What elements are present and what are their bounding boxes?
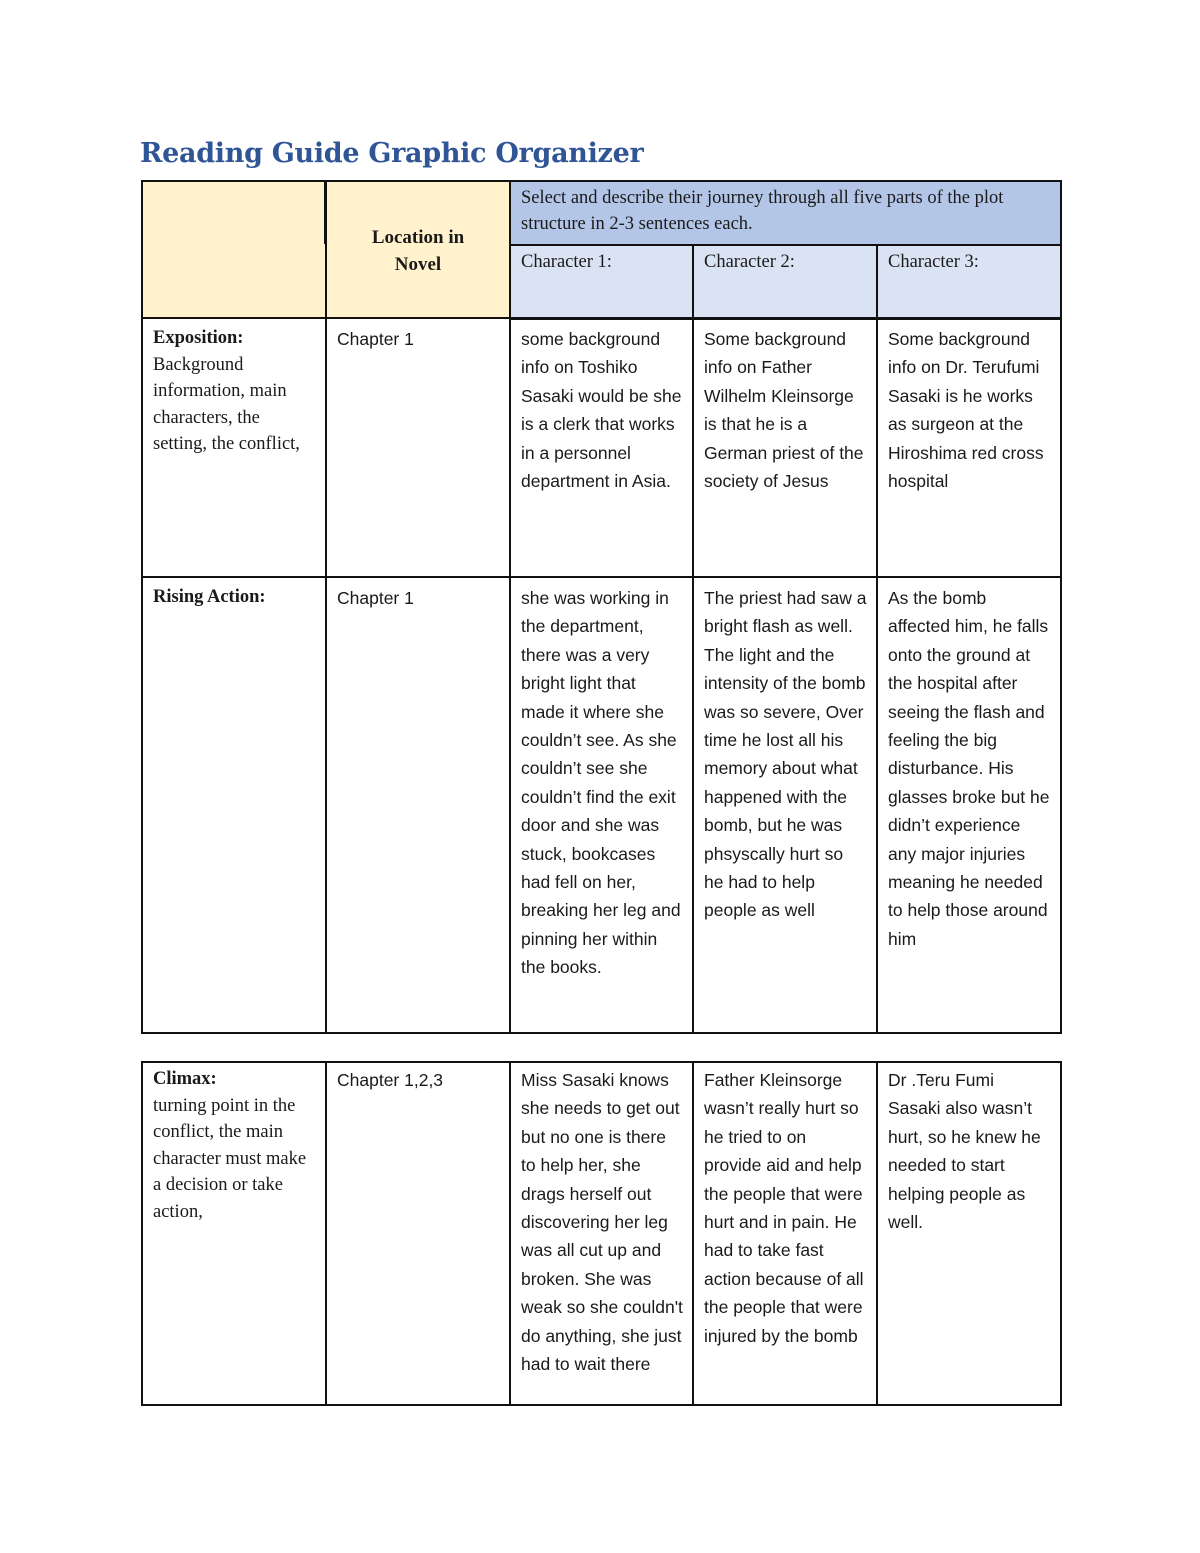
character-1-label: Character 1: xyxy=(521,252,612,272)
character-3-header xyxy=(877,245,1061,319)
stage-cell xyxy=(142,1062,326,1405)
organizer-climax xyxy=(141,1061,1062,1406)
character-2-cell: Father Kleinsorge wasn’t really hurt so he tried to on provide aid and help the people that were hurt and in pain. He had to take fast action because of all the people that were injured by the bomb xyxy=(693,1062,877,1405)
character-2-label: Character 2: xyxy=(704,252,795,272)
page-title: Reading Guide Graphic Organizer xyxy=(140,138,644,169)
stage-cell xyxy=(142,577,326,1033)
location-header xyxy=(326,181,510,319)
character-3-cell: As the bomb affected him, he falls onto the ground at the hospital after seeing the flash and feeling the big disturbance. His glasses broke but he didn’t experience any major injuries meaning he needed to help those around him xyxy=(877,577,1061,1033)
stage-cell xyxy=(142,318,326,577)
table-row xyxy=(142,1062,1061,1405)
character-1-cell: she was working in the department, there was a very bright light that made it where she couldn’t see. As she couldn’t see she couldn’t find the exit door and she was stuck, bookcases had fell on her, breaking her leg and pinning her within the books. xyxy=(510,577,693,1033)
character-1-header xyxy=(510,245,693,319)
stage-description: Background information, main characters, the setting, the conflict, xyxy=(153,354,300,454)
table-row xyxy=(142,577,1061,1033)
character-2-cell: The priest had saw a bright flash as well. The light and the intensity of the bomb was so severe, Over time he lost all his memory about what happened with the bomb, but he was phsyscally hurt so he had to help people as well xyxy=(693,577,877,1033)
stage-description: turning point in the conflict, the main character must make a decision or take action, xyxy=(153,1095,307,1222)
character-3-label: Character 3: xyxy=(888,252,979,272)
character-2-header xyxy=(693,245,877,319)
location-cell: Chapter 1 xyxy=(326,577,510,1033)
organizer-header xyxy=(141,180,1062,320)
header-divider-rule xyxy=(324,180,326,244)
character-1-cell: Miss Sasaki knows she needs to get out but no one is there to help her, she drags herself out discovering her leg was all cut up and broken. She was weak so she couldn't do anything, she just had to wait there xyxy=(510,1062,693,1405)
character-3-cell: Some background info on Dr. Terufumi Sasaki is he works as surgeon at the Hiroshima red cross hospital xyxy=(877,318,1061,577)
header-left-rule xyxy=(141,180,143,244)
instruction-header xyxy=(510,181,1061,245)
location-header-label: Location in Novel xyxy=(371,226,465,275)
location-cell: Chapter 1,2,3 xyxy=(326,1062,510,1405)
character-3-cell: Dr .Teru Fumi Sasaki also wasn’t hurt, so he knew he needed to start helping people as well. xyxy=(877,1062,1061,1405)
stage-label: Climax: xyxy=(153,1069,217,1089)
character-2-cell: Some background info on Father Wilhelm Kleinsorge is that he is a German priest of the society of Jesus xyxy=(693,318,877,577)
table-row xyxy=(142,318,1061,577)
character-1-cell: some background info on Toshiko Sasaki would be she is a clerk that works in a personnel department in Asia. xyxy=(510,318,693,577)
stage-label: Exposition: xyxy=(153,328,244,348)
instruction-text: Select and describe their journey through all five parts of the plot structure in 2-3 sentences each. xyxy=(521,188,1004,234)
stage-label: Rising Action: xyxy=(153,587,266,607)
header-corner-cell xyxy=(142,181,326,319)
location-cell: Chapter 1 xyxy=(326,318,510,577)
organizer-body xyxy=(141,317,1062,1034)
